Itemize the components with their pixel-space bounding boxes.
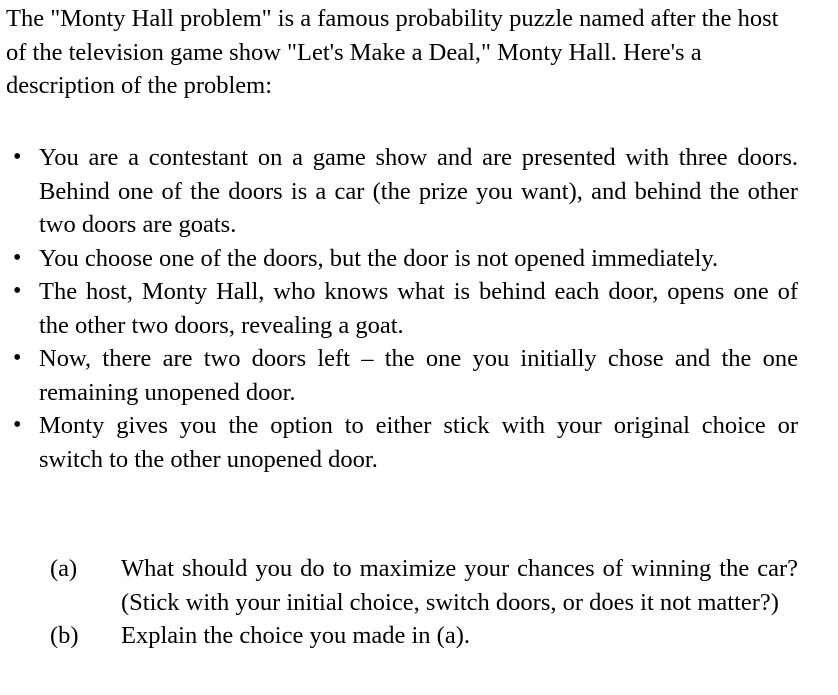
question-list <box>6 552 798 653</box>
list-item-text: Now, there are two doors left – the one you initially chose and the one remaining unopened door. <box>39 345 798 406</box>
intro-paragraph: The "Monty Hall problem" is a famous probability puzzle named after the host of the television game show "Let's Make a Deal," Monty Hall. Here's a description of the problem: <box>6 5 779 99</box>
question-item-a <box>6 552 798 619</box>
question-text: Explain the choice you made in (a). <box>121 622 470 649</box>
list-item-text: You choose one of the doors, but the door is not opened immediately. <box>39 244 719 272</box>
list-item <box>6 275 798 342</box>
bullet-icon: • <box>13 244 22 271</box>
bullet-icon: • <box>13 144 22 170</box>
list-item <box>6 141 798 242</box>
list-item <box>6 409 798 476</box>
question-text: What should you do to maximize your chances of winning the car? (Stick with your initial choice, switch doors, or does it not matter?) <box>121 555 798 616</box>
bullet-icon: • <box>13 345 22 371</box>
list-item <box>6 342 798 409</box>
list-item-text: The host, Monty Hall, who knows what is behind each door, opens one of the other two doors, revealing a goat. <box>39 278 798 339</box>
problem-description-list <box>6 141 798 476</box>
list-item <box>6 242 798 276</box>
question-label: (a) <box>50 555 78 582</box>
bullet-icon: • <box>13 412 22 438</box>
list-item-text: You are a contestant on a game show and are presented with three doors. Behind one of the doors is a car (the prize you want), and behind the other two doors are goats. <box>39 144 798 238</box>
list-item-text: Monty gives you the option to either stick with your original choice or switch to the other unopened door. <box>39 412 798 473</box>
bullet-icon: • <box>13 278 22 304</box>
question-item-b <box>6 619 798 653</box>
document-page <box>6 2 798 649</box>
question-label: (b) <box>50 622 79 649</box>
